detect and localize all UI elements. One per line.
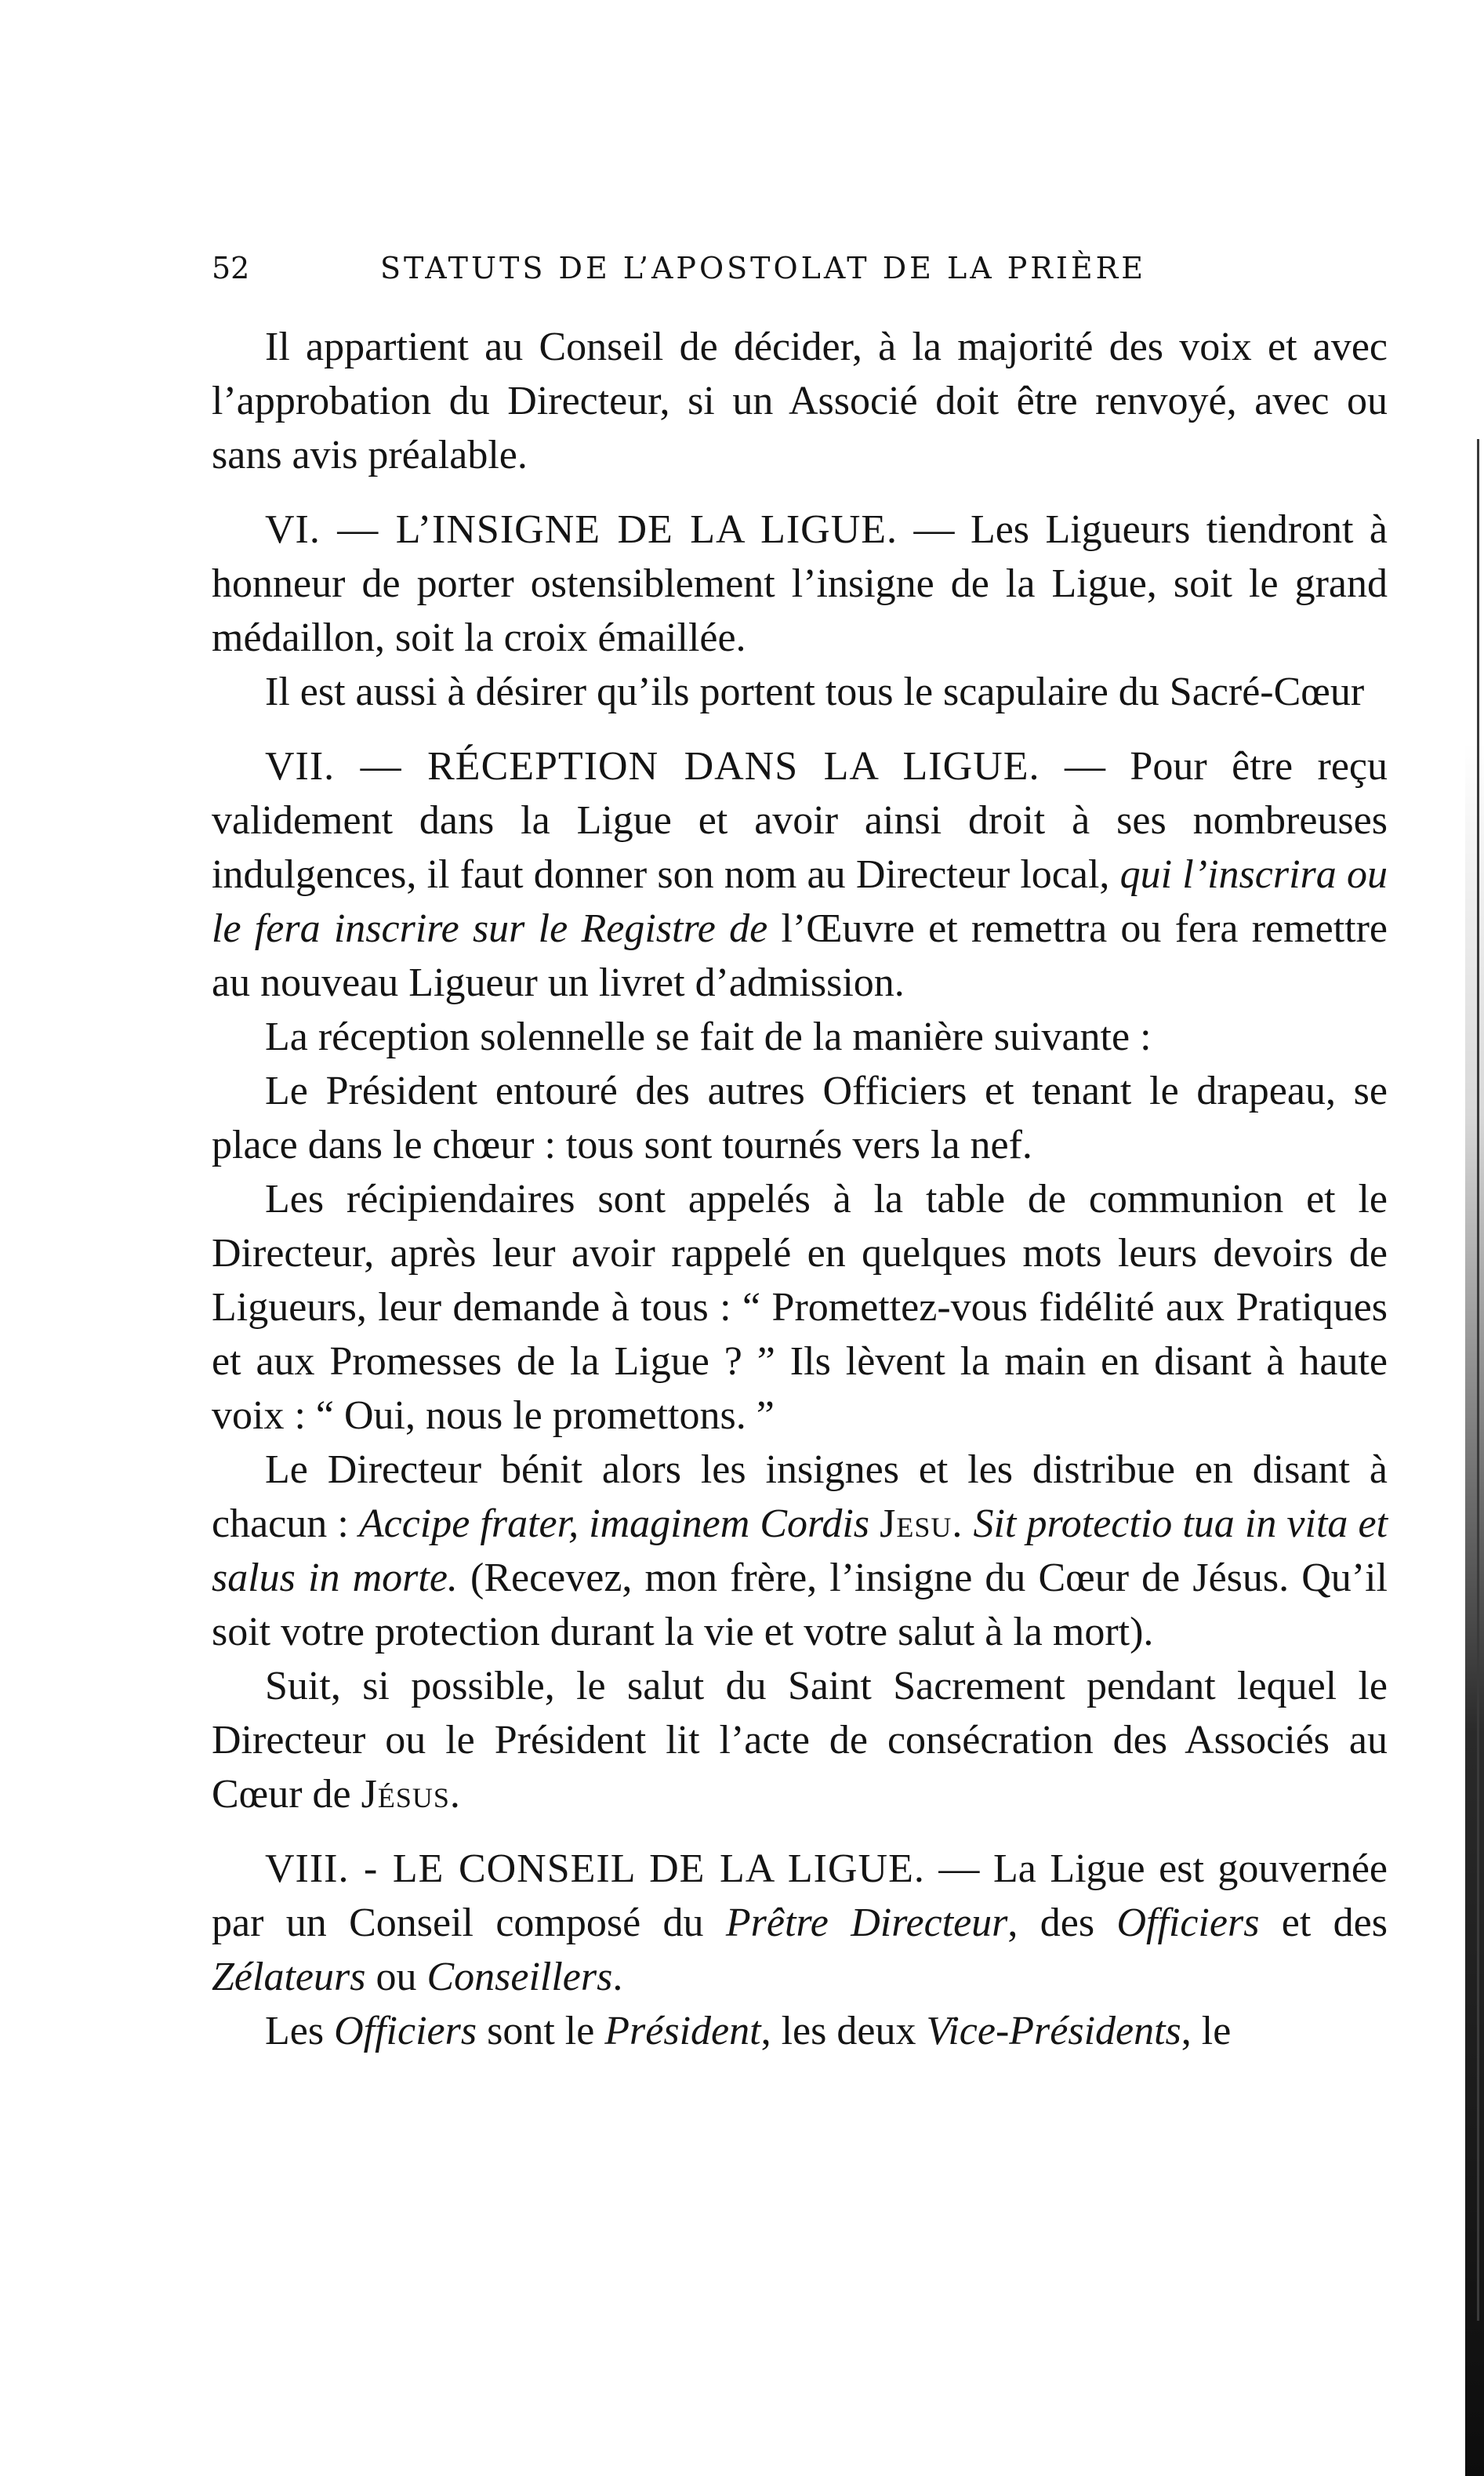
- paragraph-text: ou: [365, 1955, 427, 1999]
- italic-text: Officiers: [334, 2009, 477, 2053]
- paragraph-text: Suit, si possible, le salut du Saint Sacrement pendant lequel le Directeur ou le Président lit l’acte de consécration des Associés au Cœur de: [212, 1664, 1388, 1817]
- section-insigne: [212, 503, 1388, 665]
- paragraph-text: sont le: [477, 2009, 605, 2053]
- section-heading: VI. — L’INSIGNE DE LA LIGUE.: [265, 507, 898, 552]
- running-head: [212, 251, 1388, 285]
- section-heading: VII. — RÉCEPTION DANS LA LIGUE.: [265, 744, 1040, 789]
- section-conseil: [212, 1842, 1388, 2004]
- scan-edge-shadow: [1465, 0, 1484, 2476]
- latin-text: Sit protectio tua in vita et salus in morte.: [212, 1501, 1388, 1600]
- paragraph-benediction: [212, 1443, 1388, 1659]
- paragraph-recipiendaires: [212, 1172, 1388, 1443]
- paragraph-text: l’Œuvre et remettra ou fera remettre au nouveau Ligueur un livret d’admission.: [212, 906, 1388, 1005]
- paragraph-salut: [212, 1659, 1388, 1821]
- scan-edge-line: [1477, 439, 1479, 2321]
- paragraph-officiers: [212, 2004, 1388, 2058]
- paragraph-text: .: [612, 1955, 623, 1999]
- page-number: 52: [212, 251, 250, 285]
- small-caps-name: Jésus: [361, 1772, 450, 1817]
- paragraph-text: La réception solennelle se fait de la manière suivante :: [265, 1015, 1152, 1059]
- paragraph-text: .: [449, 1772, 460, 1817]
- book-page: [212, 251, 1388, 2058]
- italic-text: Vice-Présidents: [926, 2009, 1181, 2053]
- paragraph-text: — La Ligue est gouvernée par un Conseil composé du: [212, 1846, 1388, 1945]
- italic-text: qui l’inscrira ou le fera inscrire sur le Registre de: [212, 852, 1388, 951]
- italic-text: Zélateurs: [212, 1955, 366, 1999]
- paragraph-text: (Recevez, mon frère, l’insigne du Cœur de Jésus. Qu’il soit votre protection durant la vie et votre salut à la mort).: [212, 1556, 1388, 1654]
- paragraph-text: et des: [1259, 1901, 1388, 1945]
- italic-text: Officiers: [1116, 1901, 1260, 1945]
- paragraph-text: , des: [1007, 1901, 1117, 1945]
- latin-text: Accipe frater, imaginem Cordis: [358, 1501, 870, 1546]
- paragraph-text: Les: [265, 2009, 335, 2053]
- italic-text: Prêtre Directeur: [725, 1901, 1008, 1945]
- paragraph-reception-solennelle: [212, 1010, 1388, 1064]
- body-text: [212, 320, 1388, 2058]
- small-caps-name: Jesu.: [880, 1501, 963, 1546]
- paragraph-text: Les récipiendaires sont appelés à la table de communion et le Directeur, après leur avoir rappelé en quelques mots leurs devoirs de Ligueurs, leur demande à tous : “ Promettez-vous fidélité aux Pratiques et aux Promesses de la Ligue ? ” Ils lèvent la main en disant à haute voix : “ Oui, nous le promettons. ”: [212, 1177, 1388, 1438]
- paragraph-text: Le Président entouré des autres Officiers et tenant le drapeau, se place dans le chœur : tous sont tournés vers la nef.: [212, 1069, 1388, 1167]
- paragraph-text: Il est aussi à désirer qu’ils portent tous le scapulaire du Sacré-Cœur: [265, 670, 1365, 714]
- paragraph-text: , le: [1181, 2009, 1232, 2053]
- paragraph-president: [212, 1064, 1388, 1172]
- italic-text: Conseillers: [426, 1955, 613, 1999]
- italic-text: Président: [604, 2009, 761, 2053]
- paragraph-text: — Pour être reçu validement dans la Ligue et avoir ainsi droit à ses nombreuses indulgences, il faut donner son nom au Directeur local,: [212, 744, 1388, 897]
- paragraph-text: , les deux: [760, 2009, 927, 2053]
- paragraph-renvoi: [212, 320, 1388, 482]
- paragraph-text: Le Directeur bénit alors les insignes et les distribue en disant à chacun :: [212, 1447, 1388, 1546]
- running-title: STATUTS DE L’APOSTOLAT DE LA PRIÈRE: [380, 251, 1147, 285]
- section-heading: VIII. - LE CONSEIL DE LA LIGUE.: [265, 1846, 925, 1891]
- paragraph-scapulaire: [212, 665, 1388, 719]
- paragraph-text: — Les Ligueurs tiendront à honneur de porter ostensiblement l’insigne de la Ligue, soit le grand médaillon, soit la croix émaillée.: [212, 507, 1388, 660]
- section-reception: [212, 739, 1388, 1010]
- paragraph-text: Il appartient au Conseil de décider, à la majorité des voix et avec l’approbation du Directeur, si un Associé doit être renvoyé, avec ou sans avis préalable.: [212, 325, 1388, 477]
